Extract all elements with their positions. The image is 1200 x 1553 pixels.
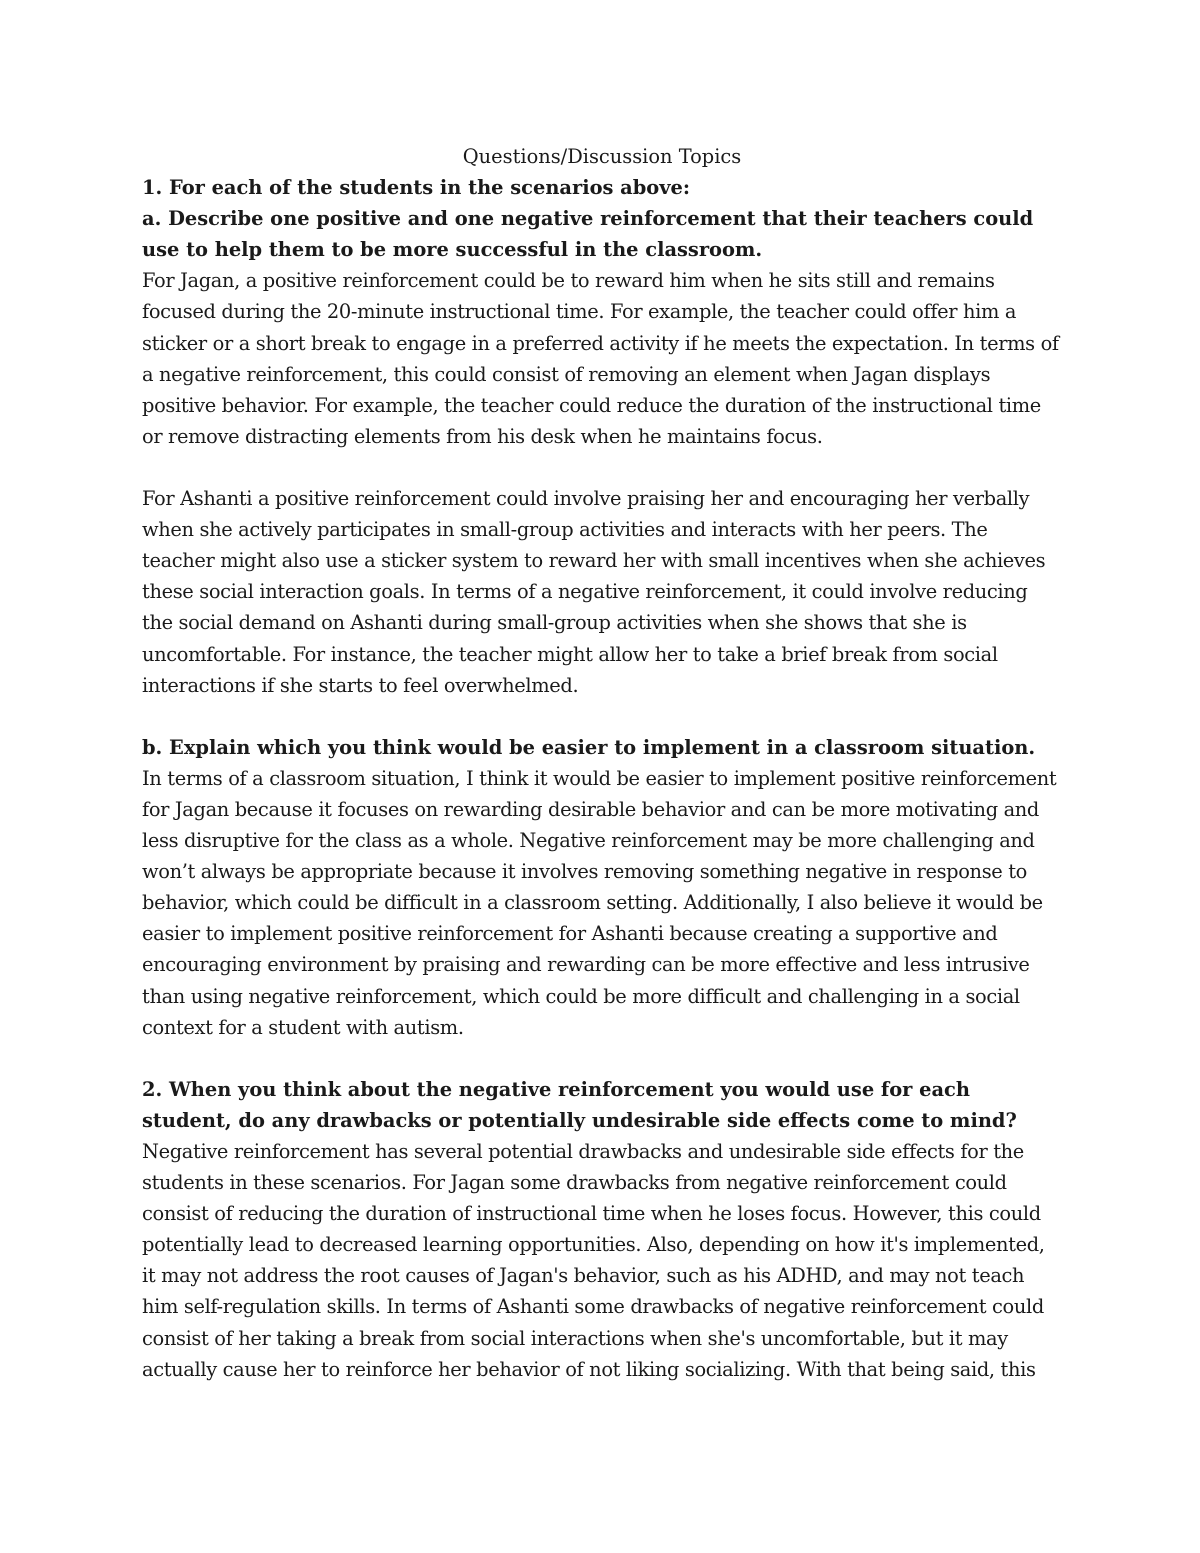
answer-easier-paragraph: In terms of a classroom situation, I think it would be easier to implement positive reinforcement for Jagan because it focuses on rewarding desirable behavior and can be more motivating and less disruptive for the class as a whole. Negative reinforcement may be more challenging and won’t always be appropriate because it involves removing something negative in response to behavior, which could be difficult in a classroom setting. Additionally, I also believe it would be easier to implement positive reinforcement for Ashanti because creating a supportive and encouraging environment by praising and rewarding can be more effective and less intrusive than using negative reinforcement, which could be more difficult and challenging in a social context for a student with autism. bbox=[142, 766, 1057, 1039]
question-1: 1. For each of the students in the scenarios above: bbox=[142, 176, 690, 200]
answer-jagan-paragraph: For Jagan, a positive reinforcement could be to reward him when he sits still and remains focused during the 20-minute instructional time. For example, the teacher could offer him a sticker or a short break to engage in a preferred activity if he meets the expectation. In terms of a negative reinforcement, this could consist of removing an element when Jagan displays positive behavior. For example, the teacher could reduce the duration of the instructional time or remove distracting elements from his desk when he maintains focus. bbox=[142, 269, 1059, 448]
question-2: 2. When you think about the negative reinforcement you would use for each student, do any drawbacks or potentially undesirable side effects come to mind? bbox=[142, 1077, 1017, 1132]
paragraph-spacer bbox=[142, 701, 1062, 732]
answer-drawbacks-paragraph: Negative reinforcement has several potential drawbacks and undesirable side effects for the students in these scenarios. For Jagan some drawbacks from negative reinforcement could consist of reducing the duration of instructional time when he loses focus. However, this could potentially lead to decreased learning opportunities. Also, depending on how it's implemented, it may not address the root causes of Jagan's behavior, such as his ADHD, and may not teach him self-regulation skills. In terms of Ashanti some drawbacks of negative reinforcement could consist of her taking a break from social interactions when she's uncomfortable, but it may actually cause her to reinforce her behavior of not liking socializing. With that being said, this bbox=[142, 1140, 1045, 1381]
question-1b: b. Explain which you think would be easier to implement in a classroom situation. bbox=[142, 735, 1036, 759]
paragraph-spacer bbox=[142, 1043, 1062, 1074]
paragraph-spacer bbox=[142, 452, 1062, 483]
question-1a: a. Describe one positive and one negative reinforcement that their teachers could use to help them to be more successful in the classroom. bbox=[142, 207, 1034, 262]
document-body bbox=[142, 141, 1062, 1385]
answer-ashanti-paragraph: For Ashanti a positive reinforcement could involve praising her and encouraging her verbally when she actively participates in small-group activities and interacts with her peers. The teacher might also use a sticker system to reward her with small incentives when she achieves these social interaction goals. In terms of a negative reinforcement, it could involve reducing the social demand on Ashanti during small-group activities when she shows that she is uncomfortable. For instance, the teacher might allow her to take a brief break from social interactions if she starts to feel overwhelmed. bbox=[142, 487, 1046, 697]
document-title: Questions/Discussion Topics bbox=[462, 145, 742, 168]
